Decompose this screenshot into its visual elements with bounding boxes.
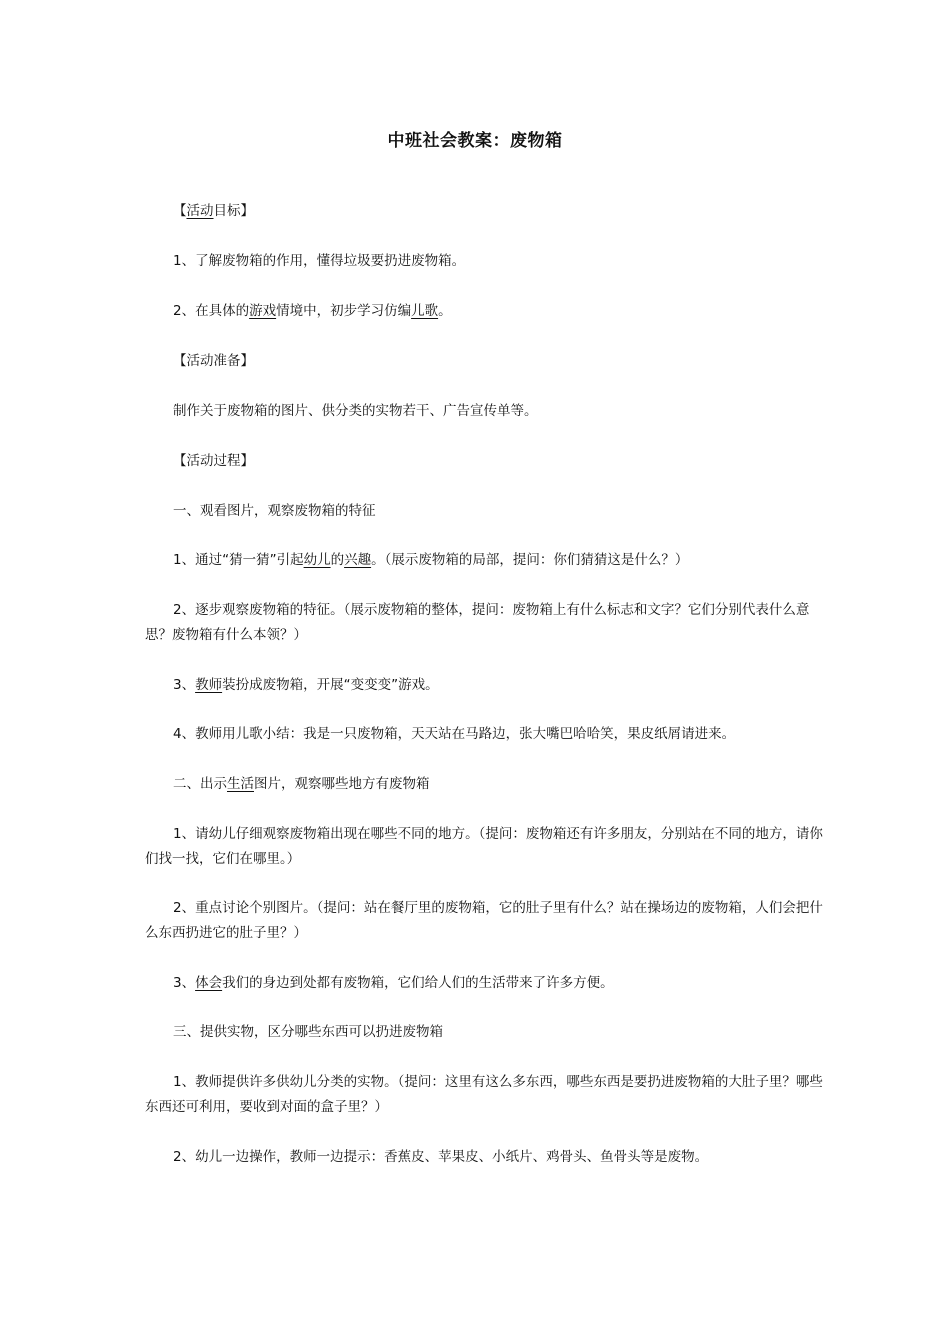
part3-item-1: 1、教师提供许多供幼儿分类的实物。（提问：这里有这么多东西，哪些东西是要扔进废物箱的大肚子里？哪些东西还可利用，要收到对面的盒子里？） <box>145 1074 823 1115</box>
goal-item-2 <box>145 299 825 324</box>
part2-item-1: 1、请幼儿仔细观察废物箱出现在哪些不同的地方。（提问：废物箱还有许多朋友，分别站在不同的地方，请你们找一找，它们在哪里。） <box>145 826 823 867</box>
heading-rest: 目标】 <box>213 203 254 219</box>
part1-item-3 <box>145 673 825 698</box>
part3-heading: 三、提供实物，区分哪些东西可以扔进废物箱 <box>173 1024 443 1040</box>
bracket-open: 【 <box>173 203 187 219</box>
part2-item-2: 2、重点讨论个别图片。（提问：站在餐厅里的废物箱，它的肚子里有什么？站在操场边的废物箱，人们会把什么东西扔进它的肚子里？） <box>145 900 823 941</box>
text-span: 。 <box>438 303 452 319</box>
text-span: 二、出示 <box>173 776 227 792</box>
part2-item-3 <box>145 971 825 996</box>
part1-item-4: 4、教师用儿歌小结：我是一只废物箱，天天站在马路边，张大嘴巴哈哈笑，果皮纸屑请进来。 <box>173 726 736 742</box>
part1-heading: 一、观看图片，观察废物箱的特征 <box>173 503 376 519</box>
text-span: 3、 <box>173 975 196 991</box>
text-span: 装扮成废物箱，开展“变变变”游戏。 <box>222 677 439 693</box>
link-nursery-rhyme[interactable]: 儿歌 <box>411 303 439 319</box>
part3-item-2: 2、幼儿一边操作，教师一边提示：香蕉皮、苹果皮、小纸片、鸡骨头、鱼骨头等是废物。 <box>173 1149 709 1165</box>
text-span: 我们的身边到处都有废物箱，它们给人们的生活带来了许多方便。 <box>222 975 614 991</box>
text-span: 情境中，初步学习仿编 <box>276 303 412 319</box>
part1-item-2: 2、逐步观察废物箱的特征。（展示废物箱的整体，提问：废物箱上有什么标志和文字？它们分别代表什么意思？废物箱有什么本领？） <box>145 602 810 643</box>
link-children[interactable]: 幼儿 <box>303 552 331 568</box>
prep-text: 制作关于废物箱的图片、供分类的实物若干、广告宣传单等。 <box>173 403 538 419</box>
link-interest[interactable]: 兴趣 <box>344 552 372 568</box>
part2-heading <box>145 772 825 797</box>
goal-heading <box>145 199 825 224</box>
prep-heading: 【活动准备】 <box>173 353 254 369</box>
link-activity[interactable]: 活动 <box>186 203 214 219</box>
document-title: 中班社会教案：废物箱 <box>387 131 563 151</box>
link-game[interactable]: 游戏 <box>249 303 277 319</box>
text-span: 1、通过“猜一猜”引起 <box>173 552 304 568</box>
text-span: 3、 <box>173 677 196 693</box>
goal-item-1: 1、了解废物箱的作用，懂得垃圾要扔进废物箱。 <box>173 253 466 269</box>
part1-item-1 <box>145 548 825 573</box>
text-span: 2、在具体的 <box>173 303 250 319</box>
text-span: 的 <box>330 552 345 568</box>
text-span: 。（展示废物箱的局部，提问：你们猜猜这是什么？） <box>371 552 689 568</box>
link-teacher[interactable]: 教师 <box>195 677 223 693</box>
text-span: 图片，观察哪些地方有废物箱 <box>254 776 430 792</box>
link-life[interactable]: 生活 <box>227 776 254 792</box>
process-heading: 【活动过程】 <box>173 453 254 469</box>
link-experience[interactable]: 体会 <box>195 975 223 991</box>
